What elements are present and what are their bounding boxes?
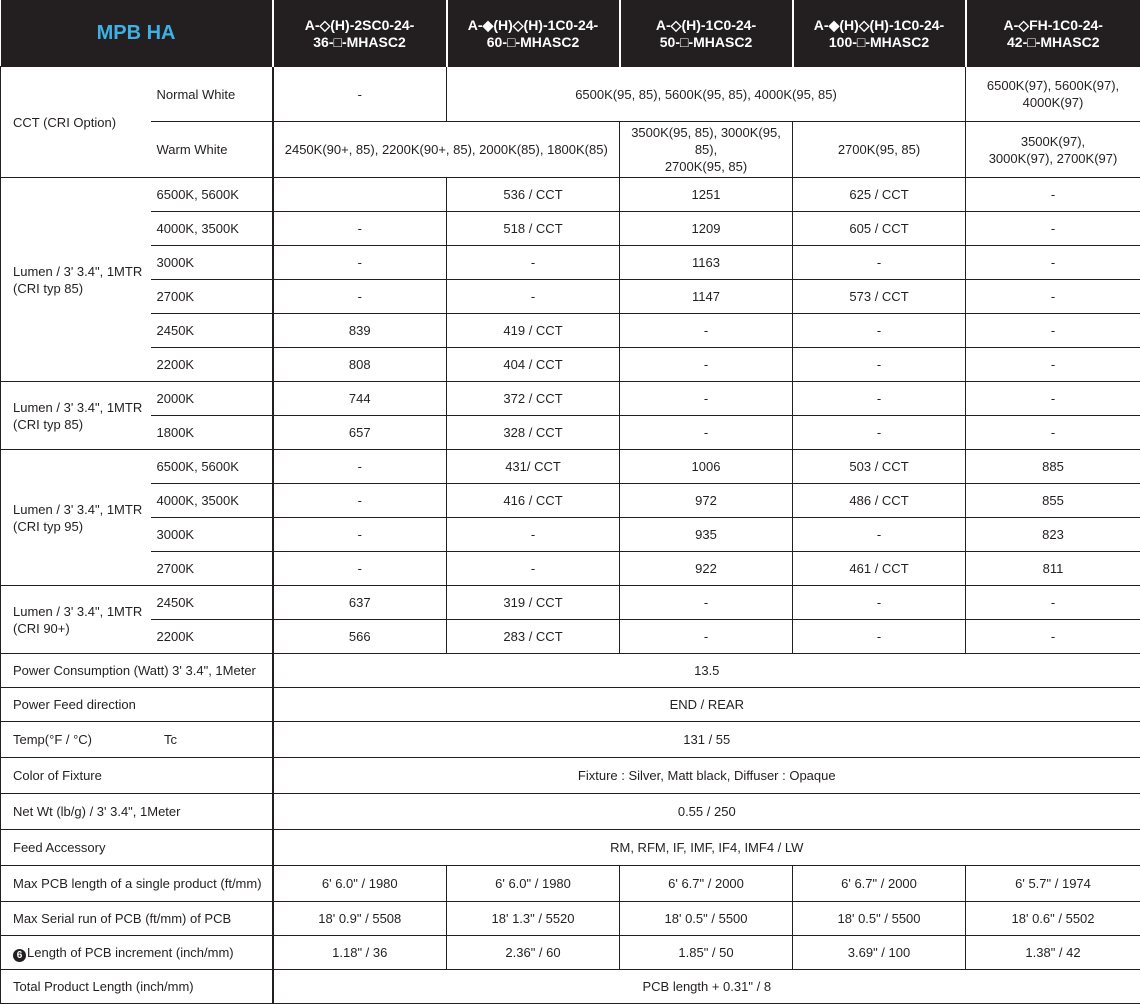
cell: - [966,620,1140,654]
power-row [1,654,1140,688]
accessory-row [1,830,1140,866]
lumen-row [1,450,1140,484]
cell: - [966,314,1140,348]
cell: - [966,382,1140,416]
cell: - [793,518,966,552]
brand-title: MPB HA [1,1,273,67]
cell: - [273,518,447,552]
cct-key: 3000K [151,246,273,280]
cell: - [966,178,1140,212]
cell: 486 / CCT [793,484,966,518]
netwt-label: Net Wt (lb/g) / 3' 3.4", 1Meter [1,794,273,830]
cell: 6' 6.0" / 1980 [447,866,620,902]
cell: - [793,314,966,348]
cell: 372 / CCT [447,382,620,416]
cell: 18' 0.5" / 5500 [793,902,966,936]
cell: 839 [273,314,447,348]
cct-key: 6500K, 5600K [151,178,273,212]
cct-key: 4000K, 3500K [151,484,273,518]
cell: - [793,348,966,382]
cell: 503 / CCT [793,450,966,484]
lumen-row [1,586,1140,620]
lumen-row [1,348,1140,382]
lumen-row [1,178,1140,212]
normal-white-label: Normal White [151,67,273,122]
cct-key: 3000K [151,518,273,552]
number-badge-icon: 6 [13,949,26,962]
cell: 2.36" / 60 [447,936,620,970]
cell: 657 [273,416,447,450]
lumen-row [1,518,1140,552]
model-col1: A-◇(H)-2SC0-24- 36-□-MHASC2 [273,1,447,67]
cell: 566 [273,620,447,654]
cell: 1251 [620,178,793,212]
max-pcb-row [1,866,1140,902]
increment-row [1,936,1140,970]
cell: 1006 [620,450,793,484]
total-length-value: PCB length + 0.31" / 8 [273,970,1140,1004]
cell: 573 / CCT [793,280,966,314]
cell: - [966,416,1140,450]
cell: 1.85" / 50 [620,936,793,970]
cell: - [273,552,447,586]
color-label: Color of Fixture [1,758,273,794]
serial-run-row [1,902,1140,936]
cct-key: 2700K [151,552,273,586]
cell: 625 / CCT [793,178,966,212]
cell: 328 / CCT [447,416,620,450]
cell: - [966,348,1140,382]
cell: 18' 0.6" / 5502 [966,902,1140,936]
accessory-value: RM, RFM, IF, IMF, IF4, IMF4 / LW [273,830,1140,866]
cell: - [966,586,1140,620]
cct-key: 4000K, 3500K [151,212,273,246]
cell: 416 / CCT [447,484,620,518]
cell: - [793,246,966,280]
cell: 283 / CCT [447,620,620,654]
cell: - [447,552,620,586]
cell: 1147 [620,280,793,314]
cell: - [620,382,793,416]
lumen-row [1,212,1140,246]
model-col2: A-◆(H)◇(H)-1C0-24- 60-□-MHASC2 [447,1,620,67]
group-label: Lumen / 3' 3.4", 1MTR (CRI typ 95) [1,450,151,586]
cell: - [620,620,793,654]
cell: 6500K(97), 5600K(97), 4000K(97) [966,67,1140,122]
cct-key: 1800K [151,416,273,450]
cell: 1.38" / 42 [966,936,1140,970]
increment-label: 6 Length of PCB increment (inch/mm) [1,936,273,970]
total-length-row [1,970,1140,1004]
netwt-row [1,794,1140,830]
cell: 823 [966,518,1140,552]
total-length-label: Total Product Length (inch/mm) [1,970,273,1004]
temp-value: 131 / 55 [273,722,1140,758]
cell: 319 / CCT [447,586,620,620]
cell: 922 [620,552,793,586]
temp-label: Temp(°F / °C) Tc [1,722,273,758]
cell: - [966,280,1140,314]
serial-run-label: Max Serial run of PCB (ft/mm) of PCB [1,902,273,936]
cct-warm-row [1,122,1140,178]
warm-white-label: Warm White [151,122,273,178]
cell: - [447,246,620,280]
cell: 811 [966,552,1140,586]
model-col4: A-◆(H)◇(H)-1C0-24- 100-□-MHASC2 [793,1,966,67]
cell: 3500K(95, 85), 3000K(95, 85), 2700K(95, 85) [620,122,793,178]
cct-key: 2200K [151,348,273,382]
cct-key: 2450K [151,314,273,348]
cell: 431/ CCT [447,450,620,484]
feed-direction-label: Power Feed direction [1,688,273,722]
cct-normal-row [1,67,1140,122]
lumen-row [1,416,1140,450]
cell: - [273,246,447,280]
cell: 1.18" / 36 [273,936,447,970]
cell: - [966,246,1140,280]
cell: 461 / CCT [793,552,966,586]
tc-label: Tc [164,732,177,747]
feed-direction-row [1,688,1140,722]
lumen-row [1,314,1140,348]
cell: 18' 0.9" / 5508 [273,902,447,936]
cell: - [273,212,447,246]
color-row [1,758,1140,794]
cell: 18' 1.3" / 5520 [447,902,620,936]
cell: 3500K(97), 3000K(97), 2700K(97) [966,122,1140,178]
group-label: Lumen / 3' 3.4", 1MTR (CRI typ 85) [1,382,151,450]
cell: - [620,314,793,348]
cell: 536 / CCT [447,178,620,212]
cell: 6' 6.7" / 2000 [620,866,793,902]
cell: - [273,67,447,122]
cell: 2450K(90+, 85), 2200K(90+, 85), 2000K(85), 1800K(85) [273,122,620,178]
color-value: Fixture : Silver, Matt black, Diffuser : Opaque [273,758,1140,794]
lumen-row [1,552,1140,586]
netwt-value: 0.55 / 250 [273,794,1140,830]
lumen-row [1,246,1140,280]
lumen-row [1,280,1140,314]
cct-label: CCT (CRI Option) [1,67,151,178]
lumen-row [1,620,1140,654]
cell: - [620,586,793,620]
feed-direction-value: END / REAR [273,688,1140,722]
cell: 885 [966,450,1140,484]
accessory-label: Feed Accessory [1,830,273,866]
cell: - [273,484,447,518]
temp-row [1,722,1140,758]
cell: 6500K(95, 85), 5600K(95, 85), 4000K(95, 85) [447,67,966,122]
cell: - [620,348,793,382]
cct-key: 2450K [151,586,273,620]
cell: - [273,450,447,484]
cell: - [447,518,620,552]
model-col5: A-◇FH-1C0-24- 42-□-MHASC2 [966,1,1140,67]
cell: 3.69" / 100 [793,936,966,970]
cell: 419 / CCT [447,314,620,348]
cell: 2700K(95, 85) [793,122,966,178]
lumen-row [1,382,1140,416]
group-label: Lumen / 3' 3.4", 1MTR (CRI typ 85) [1,178,151,382]
cell: - [793,382,966,416]
power-label: Power Consumption (Watt) 3' 3.4", 1Meter [1,654,273,688]
cell: - [273,280,447,314]
cell: 637 [273,586,447,620]
cct-key: 2000K [151,382,273,416]
power-value: 13.5 [273,654,1140,688]
cell: 855 [966,484,1140,518]
cell: 1163 [620,246,793,280]
header-row [1,1,1140,67]
cell: 6' 6.0" / 1980 [273,866,447,902]
cell: 808 [273,348,447,382]
cell: - [793,620,966,654]
cell: 744 [273,382,447,416]
cell: 605 / CCT [793,212,966,246]
cell: - [447,280,620,314]
cell: - [966,212,1140,246]
cct-key: 2700K [151,280,273,314]
cell: 1209 [620,212,793,246]
cell: 972 [620,484,793,518]
cell: 18' 0.5" / 5500 [620,902,793,936]
max-pcb-label: Max PCB length of a single product (ft/mm) [1,866,273,902]
cell: 6' 6.7" / 2000 [793,866,966,902]
cct-key: 2200K [151,620,273,654]
cell: 6' 5.7" / 1974 [966,866,1140,902]
cct-key: 6500K, 5600K [151,450,273,484]
group-label: Lumen / 3' 3.4", 1MTR (CRI 90+) [1,586,151,654]
model-col3: A-◇(H)-1C0-24- 50-□-MHASC2 [620,1,793,67]
cell: 935 [620,518,793,552]
cell: 404 / CCT [447,348,620,382]
lumen-row [1,484,1140,518]
cell: - [793,416,966,450]
cell: 518 / CCT [447,212,620,246]
cell: - [793,586,966,620]
cell: - [620,416,793,450]
cell [273,178,447,212]
